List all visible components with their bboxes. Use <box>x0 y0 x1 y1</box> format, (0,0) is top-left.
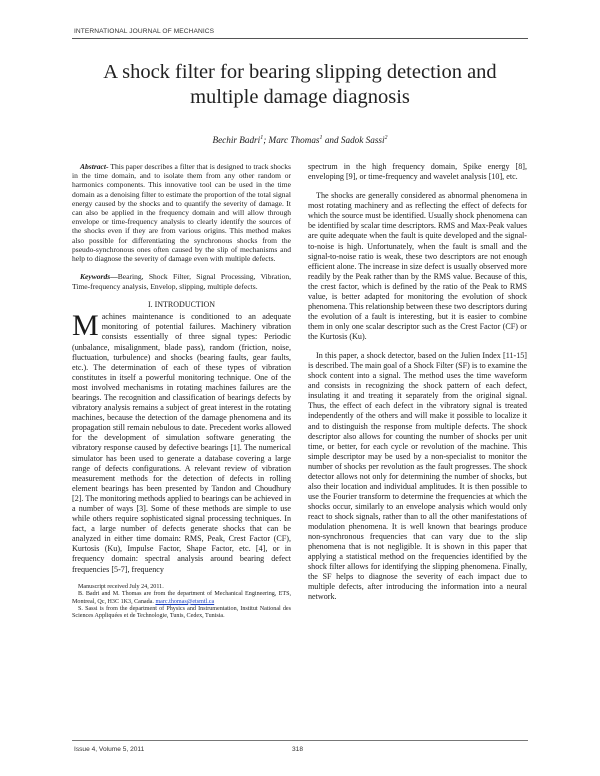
abstract <box>72 162 291 263</box>
drop-cap: M <box>72 309 99 343</box>
intro-section <box>72 309 291 574</box>
author-sep-1: ; <box>263 135 269 146</box>
paper-title: A shock filter for bearing slipping detection and multiple damage diagnosis <box>103 61 497 108</box>
right-paragraph-0: spectrum in the high frequency domain, Spike energy [8], enveloping [9], or time-frequency and wavelet analysis [10], etc. <box>308 162 527 182</box>
abstract-label: Abstract- <box>80 162 109 171</box>
journal-name: INTERNATIONAL JOURNAL OF MECHANICS <box>74 28 215 35</box>
author-2: Marc Thomas <box>268 135 320 146</box>
issue-info: Issue 4, Volume 5, 2011 <box>74 746 145 753</box>
author-sep-2: and <box>322 135 341 146</box>
author-3: Sadok Sassi <box>340 135 385 146</box>
right-column <box>308 162 527 612</box>
author-1-affil: 1 <box>260 135 264 141</box>
header-rule <box>72 38 528 39</box>
author-2-affil: 1 <box>319 135 323 141</box>
footer-rule <box>72 740 528 741</box>
author-1: Bechir Badri <box>212 135 261 146</box>
footnote-affil-1-text: B. Badri and M. Thomas are from the department of Mechanical Engineering, ETS, Montreal, Qc, H3C 1K3, Canada. <box>72 591 291 605</box>
right-paragraph-2: In this paper, a shock detector, based on the Julien Index [11-15] is described. The main goal of a Shock Filter (SF) is to examine the shock content into a signal. The method uses the time waveform and consists in recognizing the shock pattern of each defect, insulating it and treating it separately from the original signal. Thus, the effect of each defect in the vibratory signal is treated independently of the others and will make it possible to localize it and to distinguish the response from multiple defects. The shock descriptor also allows for counting the number of shocks per unit time, or better, for each cycle or revolution of the machine. This simple descriptor may be used by a non-specialist to monitor the number of shocks per revolution as the fault progresses. The shock detector allows not only for determining the number of shocks, but also their location and individual amplitudes. It is then possible to use the Fourier transform to determine the frequencies at which the shocks occur, similarly to an envelope analysis which would only react to shock signals, rather than to all the other manifestations of modulation phenomena. It is well known that bearings produce non-synchronous frequencies that can vary due to the slip phenomena that is not negligible. It is shown in this paper that applying a statistical method on the frequencies identified by the shock filter allows for identifying the slipping phenomena. Finally, the SF helps to diagnose the severity of each impact due to multiple defects, after introducing the information into a neural network. <box>308 351 527 602</box>
intro-heading: I. INTRODUCTION <box>147 300 216 310</box>
keywords-text: Bearing, Shock Filter, Signal Processing, Vibration, Time-frequency analysis, Envelop, slipping, multiple defects. <box>72 272 291 291</box>
footnotes <box>72 584 291 621</box>
keywords-label: Keywords— <box>80 272 118 282</box>
footnote-received: Manuscript received July 24, 2011. <box>78 583 164 590</box>
intro-text: achines maintenance is conditioned to an adequate monitoring of potential failures. Machinery vibration consists essentially of three signal types: Periodic (unbalance, misalignment, blade pass), random (friction, noise, fluctuation, turbulence) and shocks (bearing faults, gear faults, etc.). The determination of each of these types of vibration constitutes in itself a powerful monitoring technique. One of the most involved mechanisms in rotating machines failures are the bearings. The recognition and classification of bearings defects by vibratory analysis remains a subject of great interest in the rotating machines, because the detection of the damage phenomena and its propagation still remain nebulous to date. Precedent works allowed for the development of simulation software generating the vibratory response caused by defective bearings [1]. The numerical simulator has been used to generate a database covering a large range of defects configurations. A relevant review of vibration measurement methods for the detection of defects in rolling element bearings has been presented by Tandon and Choudhury [2]. The monitoring methods applied to bearings can be achieved in a number of ways [3]. Some of these methods are simple to use while others require sophisticated signal processing techniques. In fact, a large number of defects generate shocks that can be analyzed in either time domain: RMS, Peak, Crest Factor (CF), Kurtosis (Ku), Impulse Factor, Shape Factor, etc. [4], or in frequency domain: spectral analysis around bearing defect frequencies [5-7], frequency <box>72 312 291 574</box>
page-number: 318 <box>292 746 304 753</box>
email-link[interactable]: marc.thomas@etsmtl.ca <box>155 598 215 605</box>
author-line <box>72 135 528 145</box>
abstract-text: This paper describes a filter that is designed to track shocks in the time domain, and to isolate them from any other random or harmonics components. This innovative tool can be used in the time domain as a denoising filter to estimate the proportion of the total signal energy caused by the shocks and to quantify the severity of damage. It can also be applied in the frequency domain and will allow through envelope or time-frequency analysis to clearly identify the sources of the shocks even if they are from various origins. This method makes also possible for differentiating the synchronous shocks from the pseudo-synchronous ones often caused by the slip of mechanisms and help to diagnose the severity of damage even with multiple defects. <box>72 162 291 264</box>
footnote-affil-1 <box>72 591 291 606</box>
left-column <box>72 162 291 621</box>
footnote-affil-2: S. Sassi is from the department of Physics and Instrumentation, Institut National des Sciences Appliquées et de Technologie, Tunis, Cedex, Tunisia. <box>72 606 291 620</box>
right-paragraph-1: The shocks are generally considered as abnormal phenomena in most rotating machinery and as reflecting the effect of defects for which the source must be identified. Usually shock phenomena can be identified by scalar time descriptors. RMS and Max-Peak values are quite adequate when the fault is quite developed and the signal-to-noise is high. Unfortunately, when the fault is small and the signal-to-noise ratio is weak, these two descriptors are not enough efficient alone. The increase in size defect is usually observed more readily by the Peak rather than by the RMS value. Because of this, the crest factor, which is defined by the ratio of the Peak to RMS value, is better adapted for monitoring the evolution of shock phenomena. This relationship between these two descriptors during the evolution of a fault is interesting, but it is easier to combine them in only one scalar descriptor such as the Crest Factor (CF) or the Kurtosis (Ku). <box>308 191 527 341</box>
keywords <box>72 272 291 290</box>
author-3-affil: 2 <box>384 135 388 141</box>
intro-paragraph <box>72 309 291 574</box>
